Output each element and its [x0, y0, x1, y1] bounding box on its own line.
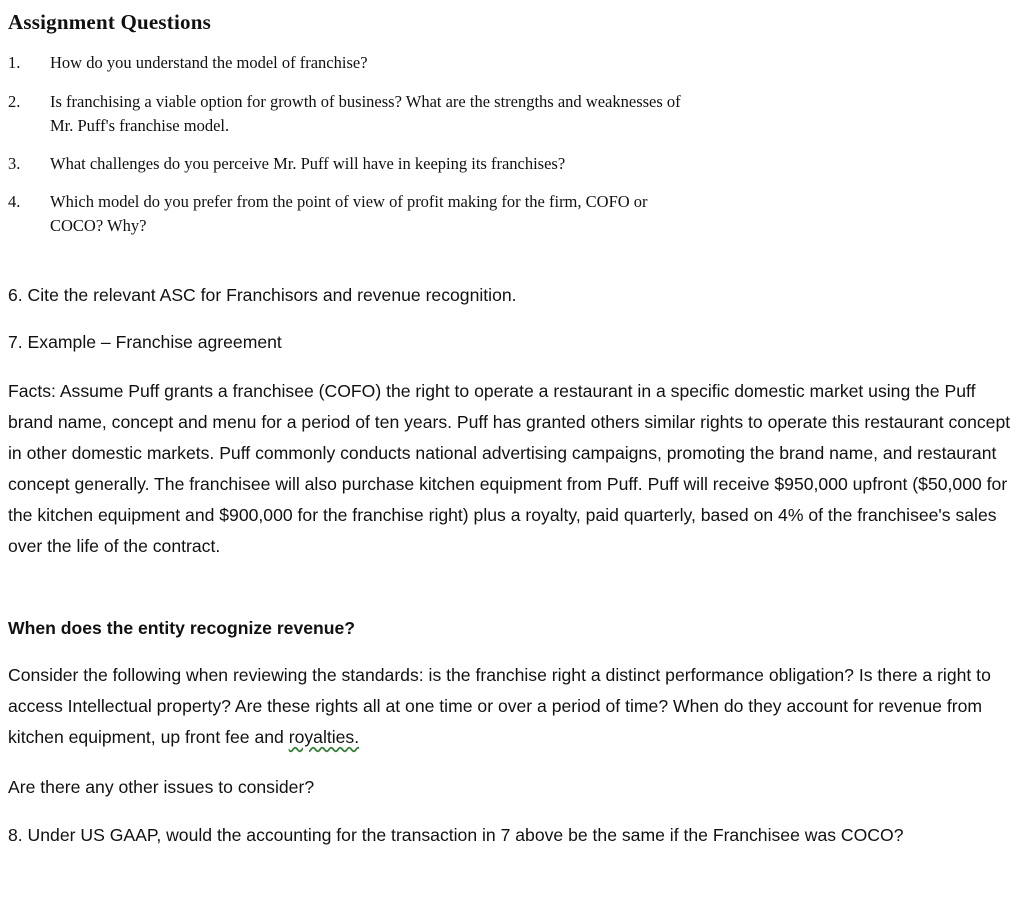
question-text-line: COCO? Why?: [50, 216, 147, 235]
question-3: [8, 152, 566, 176]
question-number: 1.: [8, 53, 21, 72]
other-issues: Are there any other issues to consider?: [8, 777, 315, 797]
when-heading: When does the entity recognize revenue?: [8, 618, 356, 638]
item-8: 8. Under US GAAP, would the accounting for the transaction in 7 above be the same if the Franchisee was COCO?: [8, 825, 904, 845]
question-number: 3.: [8, 154, 21, 173]
question-text: [50, 90, 830, 138]
question-2: [8, 90, 681, 135]
question-number: 2.: [8, 92, 21, 111]
question-number: 4.: [8, 192, 21, 211]
spellcheck-word: royalties.: [288, 727, 360, 747]
question-text-line: Mr. Puff's franchise model.: [50, 116, 230, 135]
question-text-line: Is franchising a viable option for growth of business? What are the strengths and weaknesses of: [50, 92, 681, 111]
question-4: [8, 190, 648, 235]
question-text-line: Which model do you prefer from the point of view of profit making for the firm, COFO or: [50, 192, 648, 211]
consider-text: Consider the following when reviewing the standards: is the franchise right a distinct performance obligation? Is there a right to access Intellectual property? Are these rights all at one time or over a period of time? When do they account for revenue from kitchen equipment, up front fee and: [8, 665, 991, 747]
item-6: 6. Cite the relevant ASC for Franchisors and revenue recognition.: [8, 285, 517, 305]
question-text: How do you understand the model of franchise?: [50, 53, 368, 72]
question-text: What challenges do you perceive Mr. Puff will have in keeping its franchises?: [50, 154, 566, 173]
item-7: 7. Example – Franchise agreement: [8, 332, 282, 352]
question-1: [8, 51, 368, 75]
consider-paragraph: [8, 660, 1018, 753]
facts-paragraph: Facts: Assume Puff grants a franchisee (COFO) the right to operate a restaurant in a specific domestic market using the Puff brand name, concept and menu for a period of ten years. Puff has granted others similar rights to operate this restaurant concept in other domestic markets. Puff commonly conducts national advertising campaigns, promoting the brand name, and restaurant concept generally. The franchisee will also purchase kitchen equipment from Puff. Puff will receive $950,000 upfront ($50,000 for the kitchen equipment and $900,000 for the franchise right) plus a royalty, paid quarterly, based on 4% of the franchisee's sales over the life of the contract.: [8, 381, 1011, 556]
question-text: [50, 190, 830, 238]
assignment-heading: Assignment Questions: [8, 10, 211, 34]
